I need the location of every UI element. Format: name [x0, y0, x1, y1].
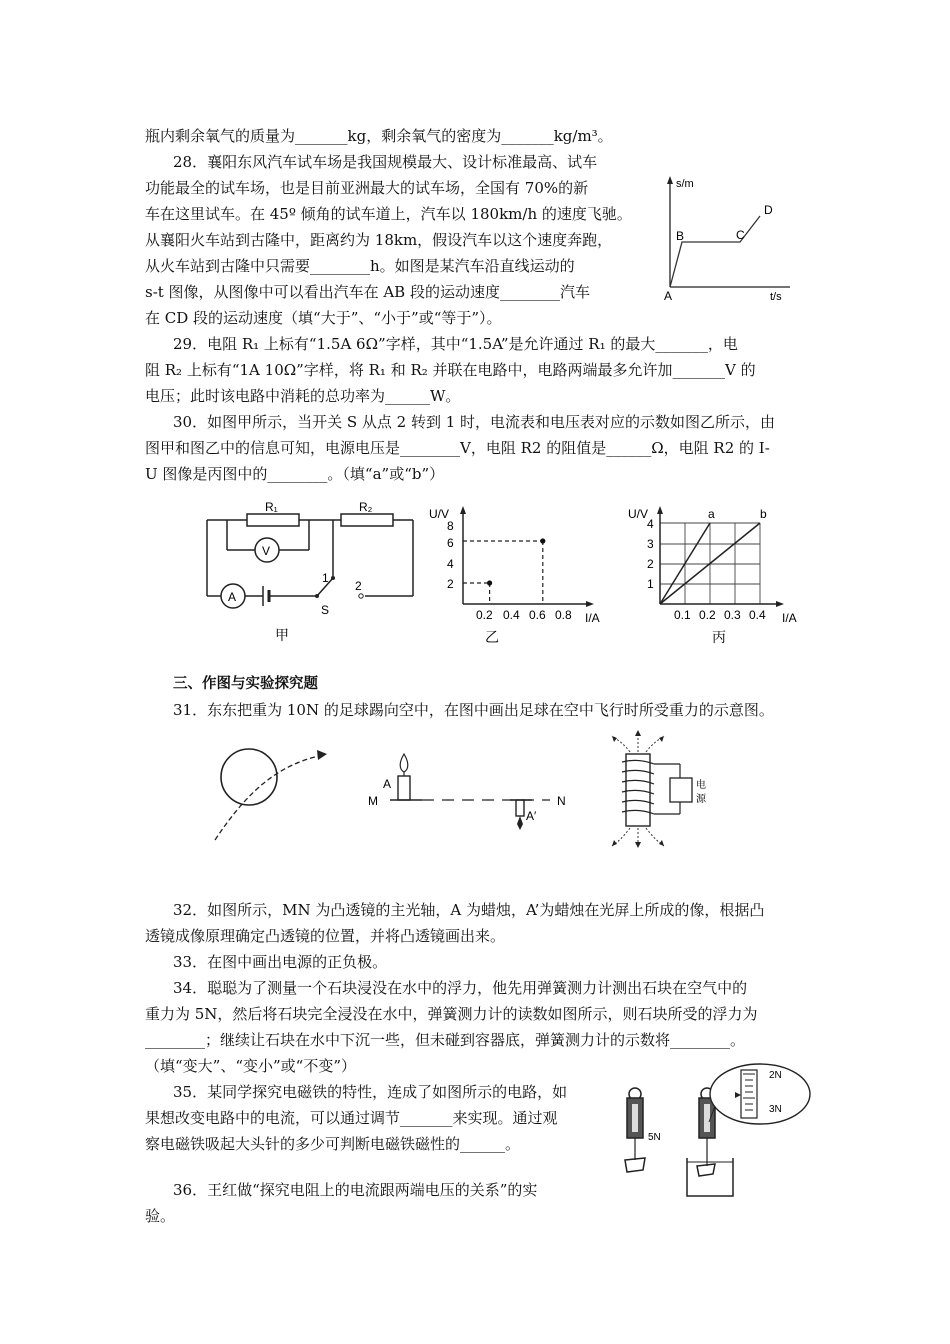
bing-ytick-1: 1 — [647, 577, 654, 591]
yi-xtick-0.8: 0.8 — [555, 608, 572, 622]
source-label-1: 电 — [696, 780, 706, 791]
label-a-prime: A′ — [526, 809, 537, 823]
text-line: 在 CD 段的运动速度（填“大于”、“小于”或“等于”）。 — [145, 309, 502, 327]
yi-ytick-6: 6 — [447, 536, 454, 550]
question-28: 28．襄阳东风汽车试车场是我国规模最大、设计标准最高、试车 — [173, 153, 598, 171]
yi-ytick-2: 2 — [447, 577, 454, 591]
label-r2: R₂ — [359, 500, 373, 514]
data-point-1 — [487, 580, 492, 585]
question-33: 33．在图中画出电源的正负极。 — [173, 953, 388, 971]
text-line: 图甲和图乙中的信息可知，电源电压是________V，电阻 R2 的阻值是______Ω，电阻 R2 的 I- — [145, 439, 770, 457]
graph-bing — [620, 502, 810, 650]
label-2: 2 — [355, 579, 362, 593]
bing-ytick-4: 4 — [647, 517, 654, 531]
text-line: 果想改变电路中的电流，可以通过调节_______来实现。通过观 — [145, 1109, 558, 1127]
y-axis-label: s/m — [676, 178, 694, 190]
lens-figure — [360, 740, 580, 850]
bing-xtick-0.3: 0.3 — [724, 608, 741, 622]
label-1: 1 — [322, 571, 329, 585]
bing-ytick-2: 2 — [647, 557, 654, 571]
question-29: 29．电阻 R₁ 上标有“1.5A 6Ω”字样，其中“1.5A”是允许通过 R₁ 的最大_______，电 — [173, 335, 738, 353]
text-line: U 图像是丙图中的________。（填“a”或“b”） — [145, 465, 445, 483]
question-32: 32．如图所示，MN 为凸透镜的主光轴，A 为蜡烛，A’为蜡烛在光屏上所成的像，根据凸 — [173, 901, 765, 919]
circuit-diagram — [195, 498, 430, 648]
label-m: M — [368, 794, 378, 808]
line-b-label: b — [760, 507, 767, 521]
label-v: V — [262, 544, 271, 558]
graph-yi — [425, 502, 615, 650]
data-point-2 — [540, 538, 545, 543]
text-line: 从襄阳火车站到古隆中，距离约为 18km，假设汽车以这个速度奔跑， — [145, 231, 613, 249]
question-35: 35．某同学探究电磁铁的特性，连成了如图所示的电路，如 — [173, 1083, 568, 1101]
text-line: ________；继续让石块在水中下沉一些，但未碰到容器底，弹簧测力计的示数将________。 — [145, 1031, 746, 1049]
stone-left — [625, 1158, 645, 1172]
football-figure — [205, 735, 335, 845]
candle — [398, 776, 410, 800]
text-line: s-t 图像，从图像中可以看出汽车在 AB 段的运动速度________汽车 — [145, 283, 590, 301]
text-line: 从火车站到古隆中只需要________h。如图是某汽车沿直线运动的 — [145, 257, 575, 275]
power-source — [670, 778, 692, 802]
flame-icon — [400, 754, 408, 772]
bing-y-label: U/V — [628, 507, 649, 521]
text-line: 重力为 5N，然后将石块完全浸没在水中，弹簧测力计的读数如图所示，则石块所受的浮力为 — [145, 1005, 758, 1023]
caption-jia: 甲 — [275, 627, 289, 643]
yi-y-label: U/V — [429, 507, 450, 521]
point-label-c: C — [736, 228, 745, 242]
solenoid-figure — [600, 730, 740, 852]
label-3n: 3N — [769, 1104, 782, 1115]
question-30: 30．如图甲所示，当开关 S 从点 2 转到 1 时，电流表和电压表对应的示数如图乙所示，由 — [173, 413, 776, 431]
st-line — [670, 216, 760, 287]
yi-ytick-8: 8 — [447, 519, 454, 533]
bing-ytick-3: 3 — [647, 537, 654, 551]
label-a: A — [228, 590, 237, 604]
label-r1: R₁ — [265, 500, 278, 514]
yi-xtick-0.4: 0.4 — [503, 608, 520, 622]
section-heading: 三、作图与实验探究题 — [173, 676, 318, 692]
text-line: 验。 — [145, 1207, 176, 1225]
stone-right — [697, 1164, 715, 1176]
arrow-icon — [317, 750, 327, 760]
point-label-a: A — [664, 289, 673, 303]
source-label-2: 源 — [696, 794, 706, 805]
text-line: 阻 R₂ 上标有“1A 10Ω”字样，将 R₁ 和 R₂ 并联在电路中，电路两端最多允许加_______V 的 — [145, 361, 756, 379]
text-line: （填“变大”、“变小”或“不变”） — [145, 1057, 357, 1075]
zoom-bubble — [710, 1064, 810, 1124]
caption-bing: 丙 — [712, 629, 726, 645]
point-label-d: D — [764, 203, 773, 217]
football — [221, 749, 277, 805]
caption-yi: 乙 — [485, 629, 499, 645]
text-line: 功能最全的试车场，也是目前亚洲最大的试车场，全国有 70%的新 — [145, 179, 589, 197]
text-line: 电压；此时该电路中消耗的总功率为______W。 — [145, 387, 461, 405]
water-container — [687, 1158, 733, 1196]
bing-xtick-0.2: 0.2 — [699, 608, 716, 622]
label-5n: 5N — [648, 1132, 661, 1143]
st-graph — [650, 172, 800, 304]
label-n: N — [557, 794, 566, 808]
resistor-r1 — [247, 514, 299, 526]
text-line: 察电磁铁吸起大头针的多少可判断电磁铁磁性的______。 — [145, 1135, 521, 1153]
text-line: 瓶内剩余氧气的质量为_______kg，剩余氧气的密度为_______kg/m³。 — [145, 127, 613, 145]
label-s: S — [321, 603, 330, 617]
yi-xtick-0.2: 0.2 — [476, 608, 493, 622]
bing-x-label: I/A — [782, 611, 797, 625]
question-31: 31．东东把重为 10N 的足球踢向空中，在图中画出足球在空中飞行时所受重力的示意图。 — [173, 701, 774, 719]
question-36: 36．王红做“探究电阻上的电流跟两端电压的关系”的实 — [173, 1181, 538, 1199]
label-2n: 2N — [769, 1070, 782, 1081]
label-a: A — [383, 777, 392, 791]
yi-x-label: I/A — [585, 611, 600, 625]
text-line: 透镜成像原理确定凸透镜的位置，并将凸透镜画出来。 — [145, 927, 506, 945]
candle-image — [516, 800, 524, 816]
spring-scale-figure — [615, 1062, 820, 1202]
line-a-label: a — [708, 507, 715, 521]
resistor-r2 — [341, 514, 393, 526]
text-line: 车在这里试车。在 45º 倾角的试车道上，汽车以 180km/h 的速度飞驰。 — [145, 205, 632, 223]
question-34: 34．聪聪为了测量一个石块浸没在水中的浮力，他先用弹簧测力计测出石块在空气中的 — [173, 979, 748, 997]
x-axis-label: t/s — [770, 291, 782, 303]
point-label-b: B — [676, 229, 685, 243]
bing-xtick-0.4: 0.4 — [749, 608, 766, 622]
bing-xtick-0.1: 0.1 — [674, 608, 691, 622]
yi-xtick-0.6: 0.6 — [529, 608, 546, 622]
yi-ytick-4: 4 — [447, 557, 454, 571]
